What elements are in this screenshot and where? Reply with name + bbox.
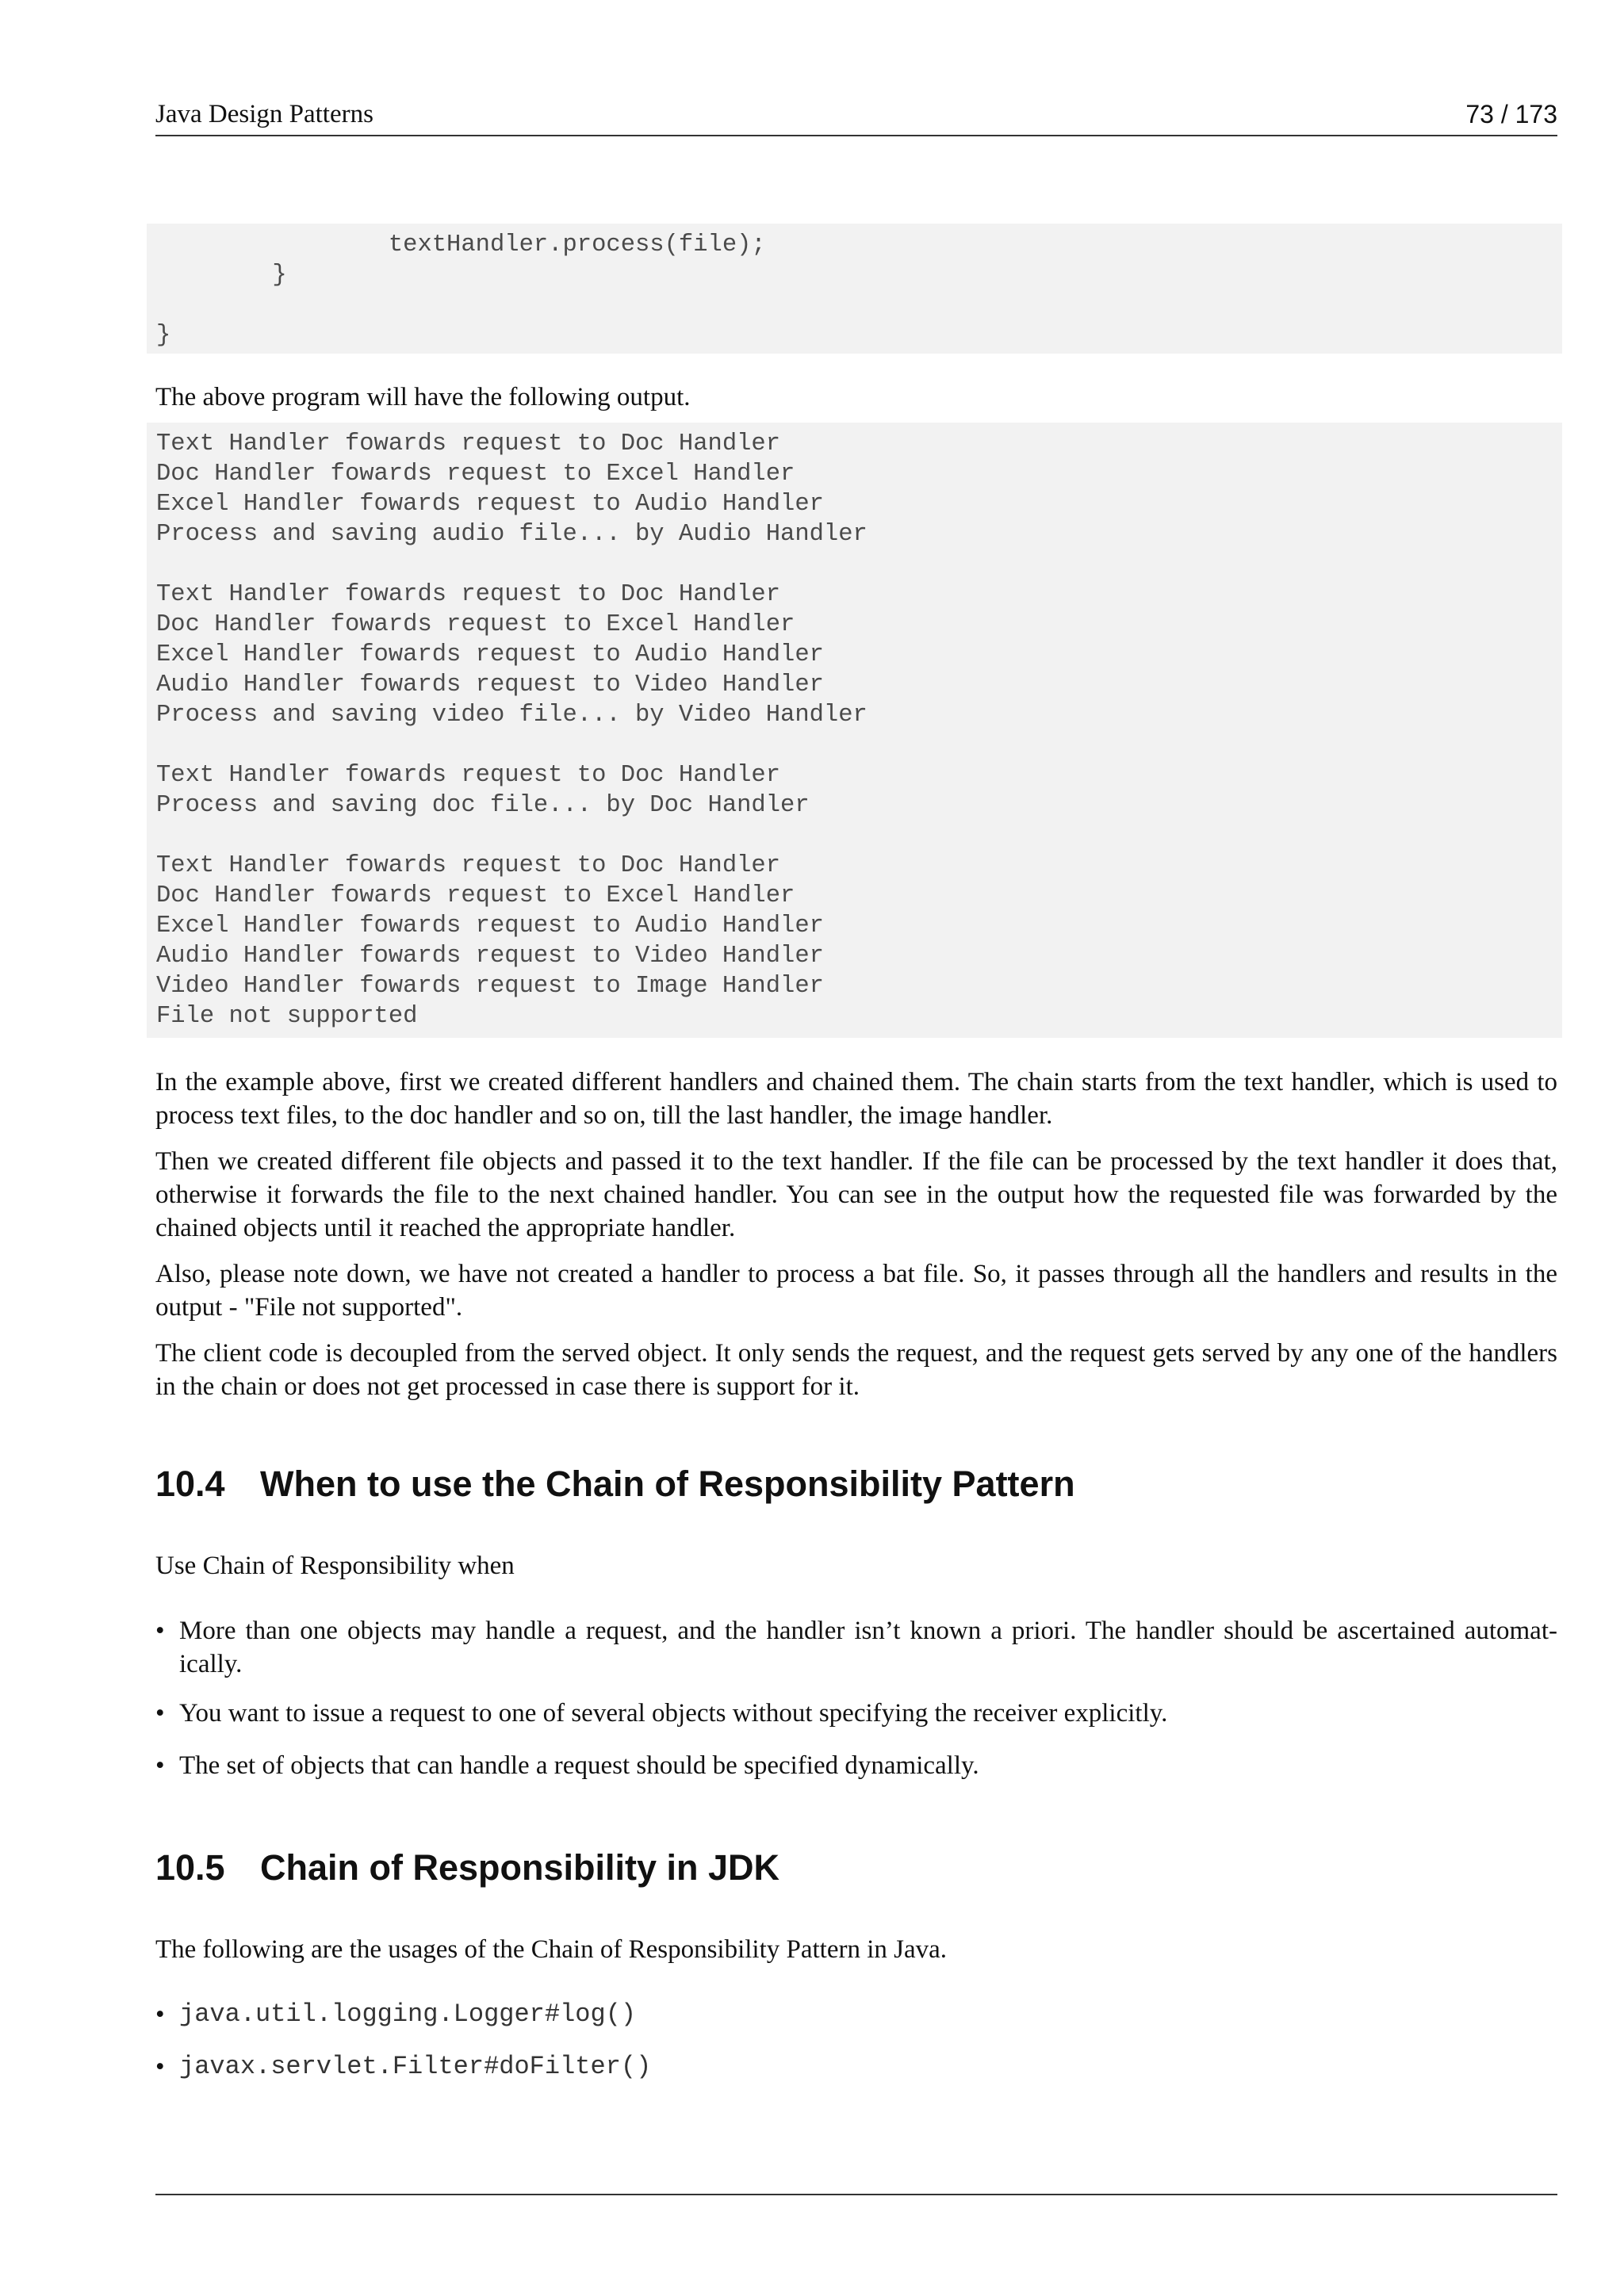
section-title: Chain of Responsibility in JDK: [260, 1847, 780, 1888]
section-10-4-intro: Use Chain of Responsibility when: [155, 1552, 515, 1580]
paragraph-4: The client code is decoupled from the served object. It only sends the request, and the request gets served by any one of the handlers in the chain or does not get processed in case there is support for it.: [155, 1339, 1557, 1401]
list-item: [155, 1614, 1557, 1681]
section-10-5-intro: The following are the usages of the Chain of Responsibility Pattern in Java.: [155, 1935, 948, 1964]
section-heading-10-5: [155, 1846, 779, 1890]
list-item-text: More than one objects may handle a request, and the handler isn’t known a priori. The handler should be ascertained automat-ically.: [179, 1617, 1557, 1678]
section-number: 10.5: [155, 1847, 225, 1888]
bullet-icon: •: [155, 1617, 165, 1645]
section-title: When to use the Chain of Responsibility Pattern: [260, 1464, 1075, 1504]
code-block-top: textHandler.process(file); } }: [147, 224, 1562, 354]
paragraph-3: Also, please note down, we have not created a handler to process a bat file. So, it passes through all the handlers and results in the output - "File not supported".: [155, 1260, 1557, 1322]
list-item: [155, 1998, 1557, 2031]
footer-divider: [155, 2194, 1557, 2195]
section-number: 10.4: [155, 1464, 225, 1504]
list-item: [155, 1749, 1557, 1782]
output-intro: The above program will have the following output.: [155, 383, 691, 411]
list-item: [155, 2050, 1557, 2084]
bullet-icon: •: [155, 2053, 165, 2081]
paragraph-2: Then we created different file objects and passed it to the text handler. If the file can be processed by the text handler it does that, otherwise it forwards the file to the next chained handler. You can see in the output how the requested file was forwarded by the chained objects until it reached the appropriate handler.: [155, 1147, 1557, 1242]
program-output-block: Text Handler fowards request to Doc Handler Doc Handler fowards request to Excel Handler Excel Handler fowards request to Audio Handler Process and saving audio file... by Audio Handler Text Handler fowards request to Doc Handler Doc Handler fowards request to Excel Handler Excel Handler fowards request to Audio Handler Audio Handler fowards request to Video Handler Process and saving video file... by Video Handler Text Handler fowards request to Doc Handler Process and saving doc file... by Doc Handler Text Handler fowards request to Doc Handler Doc Handler fowards request to Excel Handler Excel Handler fowards request to Audio Handler Audio Handler fowards request to Video Handler Video Handler fowards request to Image Handler File not supported: [147, 423, 1562, 1038]
list-item-text: You want to issue a request to one of several objects without specifying the receiver explicitly.: [179, 1699, 1168, 1728]
list-item-text: The set of objects that can handle a request should be specified dynamically.: [179, 1751, 979, 1780]
page-header: [155, 97, 1557, 136]
section-heading-10-4: [155, 1462, 1075, 1506]
jdk-usage-code: java.util.logging.Logger#log(): [179, 1999, 637, 2029]
document-title: Java Design Patterns: [155, 100, 373, 128]
bullet-icon: •: [155, 1751, 165, 1780]
bullet-icon: •: [155, 1699, 165, 1728]
bullet-icon: •: [155, 2000, 165, 2029]
paragraph-1: In the example above, first we created different handlers and chained them. The chain starts from the text handler, which is used to process text files, to the doc handler and so on, till the last handler, the image handler.: [155, 1068, 1557, 1130]
jdk-usage-code: javax.servlet.Filter#doFilter(): [179, 2052, 652, 2081]
list-item: [155, 1697, 1557, 1730]
page-number: 73 / 173: [1465, 100, 1557, 128]
